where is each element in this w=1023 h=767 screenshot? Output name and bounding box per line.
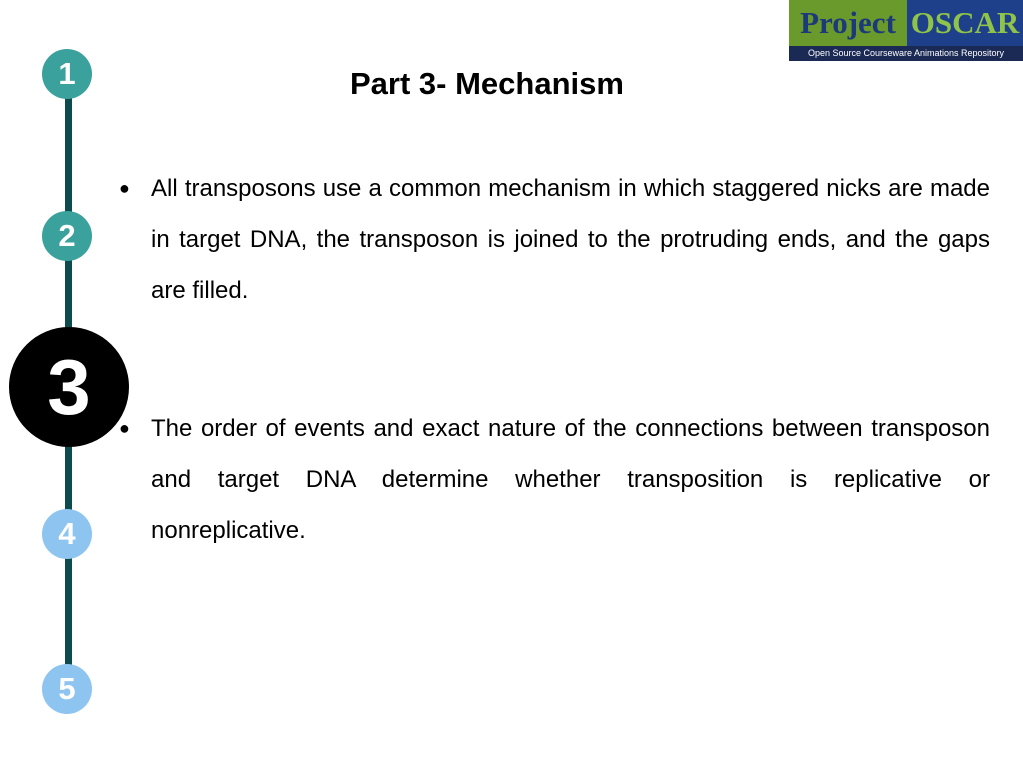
logo-word-project: Project <box>789 0 907 46</box>
bullet-dot-icon: ● <box>119 178 130 198</box>
logo-tagline: Open Source Courseware Animations Repository <box>789 46 1023 61</box>
step-2-circle[interactable]: 2 <box>42 211 92 261</box>
bullet-text-1: All transposons use a common mechanism in which staggered nicks are made in target DNA, the transposon is joined to the protruding ends, and the gaps are filled. <box>151 175 990 304</box>
bullet-text-2: The order of events and exact nature of the connections between transposon and target DNA determine whether transposition is replicative or nonreplicative. <box>151 415 990 544</box>
bullet-dot-icon: ● <box>119 418 130 438</box>
project-oscar-logo <box>789 0 1023 61</box>
step-3-circle-current[interactable]: 3 <box>9 327 129 447</box>
bullet-item-2 <box>119 403 990 556</box>
bullet-item-1 <box>119 163 990 316</box>
step-4-circle[interactable]: 4 <box>42 509 92 559</box>
logo-banner <box>789 0 1023 46</box>
page-title: Part 3- Mechanism <box>350 66 624 101</box>
step-1-circle[interactable]: 1 <box>42 49 92 99</box>
step-5-circle[interactable]: 5 <box>42 664 92 714</box>
logo-word-oscar: OSCAR <box>907 0 1023 46</box>
